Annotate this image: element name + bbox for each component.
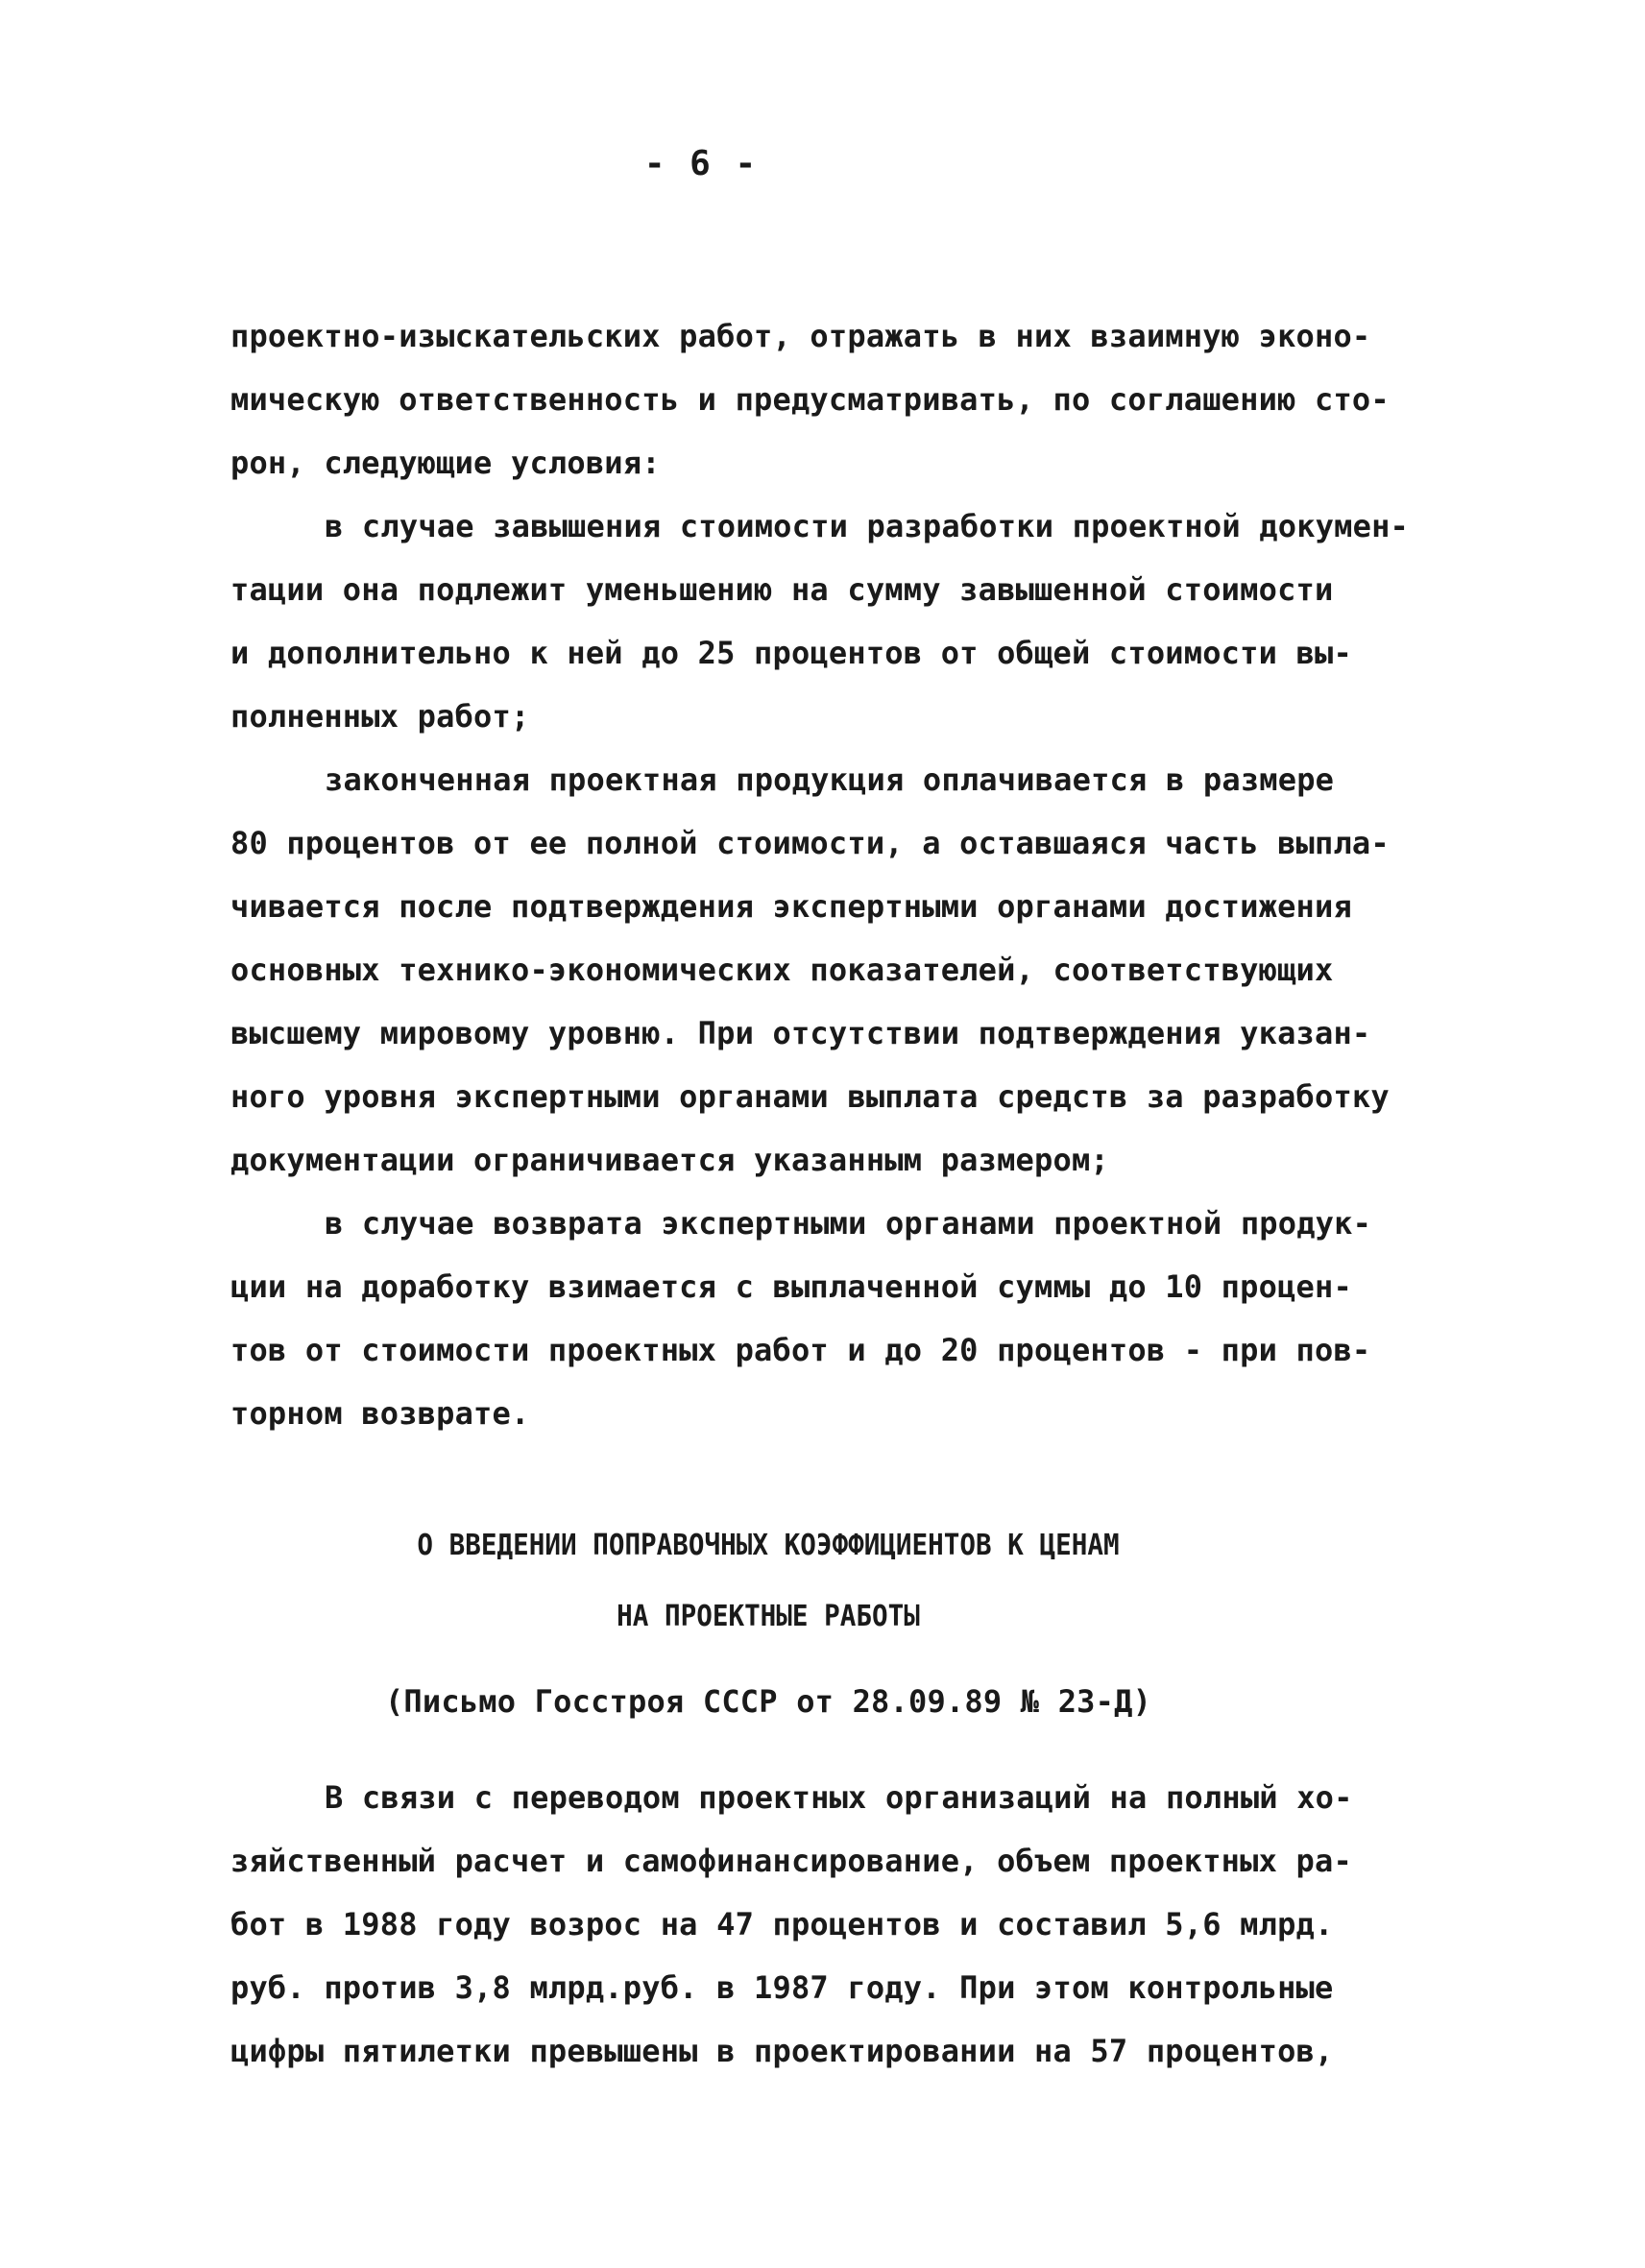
section-title-continued: НА ПРОЕКТНЫЕ РАБОТЫ: [617, 1600, 920, 1633]
text-line: законченная проектная продукция оплачивается в размере: [325, 761, 1335, 798]
text-line: чивается после подтверждения экспертными органами достижения: [230, 888, 1352, 925]
text-line: 80 процентов от ее полной стоимости, а оставшаяся часть выпла-: [230, 825, 1390, 861]
text-line: в случае возврата экспертными органами проектной продук-: [325, 1205, 1372, 1242]
text-line: в случае завышения стоимости разработки проектной докумен-: [325, 508, 1410, 544]
section-subtitle: (Письмо Госстроя СССР от 28.09.89 № 23-Д): [384, 1683, 1152, 1720]
text-line: бот в 1988 году возрос на 47 процентов и составил 5,6 млрд.: [230, 1906, 1334, 1942]
section-title: О ВВЕДЕНИИ ПОПРАВОЧНЫХ КОЭФФИЦИЕНТОВ К ЦЕНАМ: [417, 1529, 1120, 1562]
text-line: тов от стоимости проектных работ и до 20 процентов - при пов-: [230, 1332, 1371, 1368]
text-line: руб. против 3,8 млрд.руб. в 1987 году. При этом контрольные: [230, 1969, 1334, 2006]
text-line: проектно-изыскательских работ, отражать в них взаимную эконо-: [230, 318, 1371, 354]
text-line: документации ограничивается указанным размером;: [230, 1142, 1109, 1178]
text-line: рон, следующие условия:: [230, 445, 661, 481]
text-line: цифры пятилетки превышены в проектировании на 57 процентов,: [230, 2033, 1334, 2069]
text-line: высшему мировому уровню. При отсутствии подтверждения указан-: [230, 1015, 1371, 1051]
text-line: и дополнительно к ней до 25 процентов от общей стоимости вы-: [230, 635, 1352, 671]
text-line: мическую ответственность и предусматривать, по соглашению сто-: [230, 381, 1390, 418]
text-line: В связи с переводом проектных организаций на полный хо-: [325, 1779, 1353, 1816]
text-line: зяйственный расчет и самофинансирование, объем проектных ра-: [230, 1843, 1352, 1879]
text-line: ного уровня экспертными органами выплата средств за разработку: [230, 1078, 1390, 1115]
text-line: полненных работ;: [230, 698, 530, 735]
text-line: основных технико-экономических показателей, соответствующих: [230, 952, 1334, 988]
text-line: ции на доработку взимается с выплаченной суммы до 10 процен-: [230, 1268, 1352, 1305]
text-line: торном возврате.: [230, 1395, 530, 1432]
text-line: тации она подлежит уменьшению на сумму завышенной стоимости: [230, 571, 1334, 608]
page-number: - 6 -: [643, 144, 759, 183]
